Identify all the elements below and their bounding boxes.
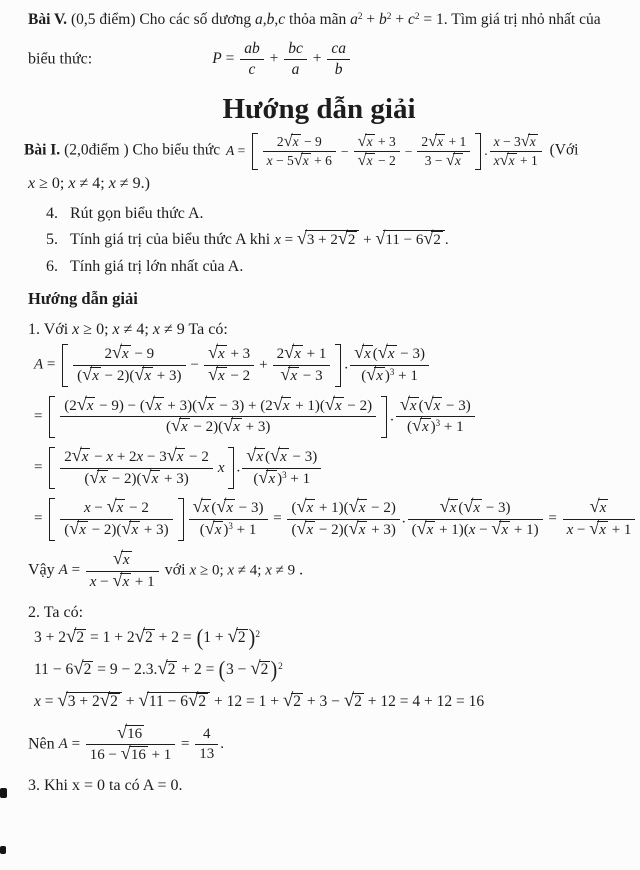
step3-text: 3. Khi x = 0 ta có A = 0. (28, 776, 183, 794)
formula-P: P = $\frac{ab}{c}$ + $\frac{bc}{a}$ + $\frac{ca}{b}$ (212, 50, 352, 67)
list-item-number: 4. (46, 204, 58, 222)
scan-artifact (0, 846, 6, 854)
list-item-math: x = √3 + 2√2 + √11 − 6√2 . (274, 228, 449, 249)
conclusion-text: Vậy (28, 561, 59, 579)
equation-line-7: x = √3 + 2√2 + √11 − 6√2 + 12 = 1 + √2 + 3 − √2 + 12 = 4 + 12 = 16 (34, 689, 485, 711)
conclusion-step1 (28, 547, 630, 592)
list-item-text: Tính giá trị lớn nhất của A. (70, 257, 244, 275)
problem-text: (Với (545, 141, 579, 159)
formula-A-definition: A = 2√x − 9 x − 5√x + 6 − √x + 3 √x − 2 − 2√x + 1 3 − √x . $\frac{x - 3√x}{x√x + 1}$ (226, 143, 544, 158)
equation-line-1: A = 2√x − 9 (√x − 2)(√x + 3) − √x + 3 √x − 2 + 2√x + 1 √x − 3 . $\frac{√x (√x - 3)}{(√x )^3 + 1}$ (34, 344, 630, 386)
list-item (46, 256, 630, 278)
inline-math-variables: a,b,c (255, 11, 286, 28)
step1-intro (28, 319, 630, 341)
inline-math-domain: x ≥ 0; x ≠ 4; x ≠ 9.) (28, 175, 150, 193)
step2-intro: 2. Ta có: (28, 604, 84, 622)
inline-math-domain: x ≥ 0; x ≠ 4; x ≠ 9 (72, 320, 185, 338)
problem-text: (2,0điểm ) Cho biểu thức (60, 141, 224, 159)
problem-statement-bai1 (24, 133, 630, 170)
sub-heading: Hướng dẫn giải (28, 288, 138, 308)
result-formula-A: A = $\frac{√x}{x - √x + 1}$ (59, 562, 161, 578)
equation-line-2: = (2√x − 9) − (√x + 3)(√x − 3) + (2√x + 1)(√x − 2) (√x − 2)(√x + 3) . $\frac{√x (√x - 3)}{(√x )^3 + 1}$ (34, 396, 630, 438)
result-value-A: A = $\frac{√16}{16 - √16 + 1}$ = $\frac{4}{13}$ . (59, 736, 224, 752)
problem-text: (0,5 điểm) Cho các số dương (67, 11, 255, 28)
list-item-text: Tính giá trị của biểu thức A khi (70, 231, 275, 249)
equation-line-5: 3 + 2√2 = 1 + 2√2 + 2 = (1 + √2 )$^2$ (34, 624, 261, 651)
list-item (46, 203, 630, 225)
problem-statement-bai5 (28, 10, 630, 31)
scan-artifact (0, 788, 7, 798)
conclusion-text: Nên (28, 735, 59, 753)
equation-line-3: = 2√x − x + 2x − 3√x − 2 (√x − 2)(√x + 3) x . $\frac{√x (√x - 3)}{(√x )^3 + 1}$ (34, 447, 630, 489)
domain-condition (28, 173, 630, 195)
main-heading: Hướng dẫn giải (222, 93, 416, 126)
inline-math-domain: x ≥ 0; x ≠ 4; x ≠ 9 (189, 562, 296, 579)
equation-line-4: = x − √x − 2 (√x − 2)(√x + 3) $\frac{√x (√x - 3)}{(√x )^3 + 1}$ = $\frac{(√x + 1)(√x - 2)}{(√x - 2)(√x + 3)}$ . $\frac{√x (√x - 3)}{(√x + 1)(x - √x + 1)}$ = $\frac{√x}{x - √x + 1}$ (34, 498, 630, 540)
list-item-text: Rút gọn biểu thức A. (70, 204, 204, 222)
inline-math-condition: $a^2 + b^2 + c^2 = 1$ (350, 11, 444, 28)
expression-label: biểu thức: (28, 50, 93, 68)
step1-intro-text: Ta có: (184, 320, 228, 338)
problem-label-bai1: Bài I. (24, 141, 61, 159)
conclusion-step2 (28, 721, 630, 766)
equation-line-6: 11 − 6√2 = 9 − 2.3.√2 + 2 = (3 − √2 )$^2$ (34, 656, 283, 683)
problem-text: thỏa mãn (285, 11, 351, 28)
expression-row (28, 39, 630, 81)
problem-label-bai5: Bài V. (28, 11, 68, 28)
list-item-number: 5. (46, 231, 58, 249)
conclusion-text: . (295, 561, 304, 579)
problem-text: . Tìm giá trị nhỏ nhất của (443, 11, 601, 28)
list-item-number: 6. (46, 257, 58, 275)
conclusion-text: với (160, 561, 190, 579)
list-item (46, 229, 630, 251)
step1-intro-text: 1. Với (28, 320, 73, 338)
